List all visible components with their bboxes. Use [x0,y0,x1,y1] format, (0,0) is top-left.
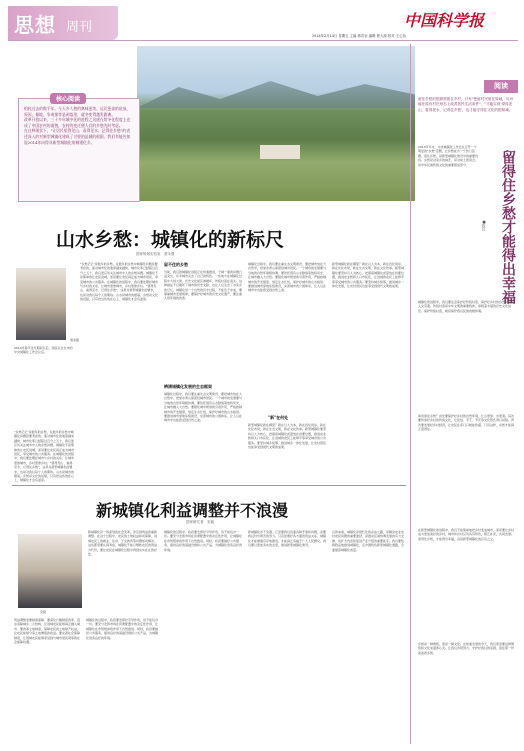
portrait-caption: 宋毅 [40,610,47,614]
section-subtitle: 周刊 [66,20,93,35]
article1-subhead: 留不住的乡愁 [164,262,188,267]
article1-column: 新型城镇化新在哪里？新在以人为本，新在四化同步，新在优化布局，新在生态文明，新在文化传承。新型城镇化要坚持以人为核心，把提高城镇化质量放在首要位置，推进农业转移人口市民化，让进城的农民工能够平等享受城市的公共服务。要坚持城乡统筹，推进城乡一体化发展，让农村居民也能享受到现代文明的成果。 [248,423,327,450]
dateline: 2014年2月14日 星期五 主编 蒋若岩 编辑 焦大源 校对 王心怡 [312,34,406,38]
author-portrait [16,268,66,340]
article1-headline: 山水乡愁：城镇化的新标尺 [56,229,285,251]
right-body: 在新型城镇化的进程中，我们不能简单地把乡村变成城市，而是要让乡村成为更加美好的乡村。城市和乡村应该各有特色，相互补充，共同发展。留得住乡愁，才能得出幸福，这是新型城镇化的应有之义。 [418,528,515,541]
article1-column: "乡愁记忆"是数年的乡愁，在数年的乡愁中城镇化问题是要考虑的，面对城市化的速度越来越快，城市化率已经超过百分之五十，我们更应该关注城市中人的乡愁问题。城镇化不是简单的让农民进城，而是要让农民真正成为城市居民，享受城市的公共服务。在城镇化的进程中，我们要处理好城市与乡村的关系，让城市更像城市，乡村更像乡村。"望得见山、看得见水、记得住乡愁"，这是对新型城镇化的要求，也是对我们每个人的期待。山水是城市的根基，乡愁是文化的延续，只有把这些放在心上，城镇化才会有温度。 [80,262,159,302]
newspaper-masthead: 中国科学报 [404,11,485,30]
author-portrait [18,534,82,608]
article1-byline: 国家规划实验室 蔡永强 [136,252,175,256]
article2-headline: 新城镇化利益调整并不浪漫 [96,501,289,520]
column-rule [410,44,411,744]
article2-column: 新城镇化并不浪漫，它需要我们直面各种矛盾和问题，需要我们付出艰苦的努力。只有处理好各方面的利益关系，城镇化才能健康有序地推进，才能真正造福于广大人民群众。我们要以更加务实的态度，推进新型城镇化建设。 [248,530,327,548]
article1-column: 新型城镇化新在哪里？新在以人为本，新在四化同步，新在优化布局，新在生态文明，新在文化传承。新型城镇化要坚持以人为核心，把提高城镇化质量放在首要位置，推进农业转移人口市民化，让进城的农民工能够平等享受城市的公共服务。要坚持城乡统筹，推进城乡一体化发展，让农村居民也能享受到现代文明的成果。 [332,262,405,289]
article2-column: 总的来看，城镇化是现代化的必由之路，是解决农业农村农民问题的重要途径，是推动区域协调发展的有力支撑，是扩大内需和促进产业升级的重要抓手。我们要积极稳妥地推进城镇化，走中国特色新型城镇化道路，全面提高城镇化质量。 [332,530,405,552]
portrait-caption: 蔡永强 [70,338,80,342]
article2-column: 新城镇化是一场深刻的社会变革，涉及到利益的重新调整。在这个过程中，农民的土地权益如何保障，进城农民工的就业、住房、子女教育等问题如何解决，这些都需要认真考虑。城镇化不能以牺牲农民的利益为代价，要让农民在城镇化过程中得到实实在在的好处。 [88,530,158,557]
article1-column: 城镇化过程中，我们要注重生态文明建设，要把城市放在大自然中，把绿水青山保留给城市居民。一个城市的发展要与当地的自然环境相协调，要依托现有山水脉络等独特风光，让城市融入大自然。要强化城市规划的引领作用，严格控制城市的开发强度，划定生态红线，保护好城市的山水格局。要推进城市绿地系统建设，完善城市的公园体系，让人们在城市中也能感受到自然之美。 [248,262,327,293]
article2-byline: 国家研究者 宋毅 [186,520,214,524]
header-rule [8,40,518,41]
article2-column: 城镇化的过程中，政府要发挥好引导作用，但不能包办一切。要充分发挥市场在资源配置中的决定性作用，让城镇化在市场规律的作用下自然推进。同时，政府要做好公共服务，提供良好的基础设施和公共产品，为城镇化创造良好的环境。 [86,618,159,640]
article1-subhead: "新"在何处 [268,415,289,420]
reading-tag: 阅读 [484,80,518,93]
core-reading-body [24,106,132,196]
right-author: ■钱汉 [482,220,486,231]
article1-column: 城镇化过程中，我们要注重生态文明建设，要把城市放在大自然中，把绿水青山保留给城市居民。一个城市的发展要与当地的自然环境相协调，要依托现有山水脉络等独特风光，让城市融入大自然。要强化城市规划的引领作用，严格控制城市的开发强度，划定生态红线，保护好城市的山水格局。要推进城市绿地系统建设，完善城市的公园体系，让人们在城市中也能感受到自然之美。 [164,392,243,423]
core-reading-paragraph: 改革开放以来，三十多年城中化的进程之迅速在给冬化程度上也成了中国农村的面貌，农村的变迁便人们的乡愁先时考虑。 [24,117,131,128]
core-reading-title: 核心阅读 [50,93,86,104]
article1-column: "乡愁记忆"是数年的乡愁，在数年的乡愁中城镇化问题是要考虑的，面对城市化的速度越来越快，城市化率已经超过百分之五十，我们更应该关注城市中人的乡愁问题。城镇化不是简单的让农民进城，而是要让农民真正成为城市居民，享受城市的公共服务。在城镇化的进程中，我们要处理好城市与乡村的关系，让城市更像城市，乡村更像乡村。"望得见山、看得见水、记得住乡愁"，这是对新型城镇化的要求，也是对我们每个人的期待。山水是城市的根基，乡愁是文化的延续，只有把这些放在心上，城镇化才会有温度。 [14,430,75,483]
core-reading-paragraph: 在这种现状下，"让居民望得见山、看得见水、记得住乡愁"的表述深入的对新型城镇化建筑了讨要的是城的根据，我们有能告知说2014年向得具新型城镇化的城建化乡。 [24,128,131,145]
right-intro: 留住乡愁的根源需留住乡村，只有"把留村民留在原地，尽可能在原有村庄形态上改善居民生活条件"，"才能实现'望得见山，看得见水，记得住乡愁'，也才能守得住文化的根和魂。 [418,97,514,112]
article1-column: 当前，我们的城镇化进程正在快速推进，千城一面的问题日益突出，许多城市失去了自己的特色。一些地方在城镇化过程中大拆大建，历史文化街区被破坏，传统村落在消失。这种做法不仅破坏了城市的历史文脉，也让人们失去了对家乡的记忆。城镇化是一个自然的历史过程，不能急于求成，要尊重城市发展规律，要保护好城市的历史文化遗产，要注重人居环境的改善。 [164,270,243,301]
article2-column: 城镇化的过程中，政府要发挥好引导作用，但不能包办一切。要充分发挥市场在资源配置中的决定性作用，让城镇化在市场规律的作用下自然推进。同时，政府要做好公共服务，提供良好的基础设施和公共产品，为城镇化创造良好的环境。 [164,530,243,552]
core-reading-paragraph: 相较过去的数千年，今天乡人愁的离味更浓。远比更高的说放，原因，据地，争或推等是剥落里，就冬变得越发跟离。 [24,106,131,117]
article2-column: 利益调整需要制度保障。要深化户籍制度改革，逐步消除城乡二元结构，让进城农民能够真正融入城市。要改革土地制度，保障农民的土地财产权益，让农民能够分享土地增值的收益。要完善社会保障制度，让进城农民能够享受到与城市居民同等的社会保障待遇。 [14,618,81,645]
article1-caption-note: 2014年春节过年期间以后，国家总在位市的中央城镇化工作会议后。 [14,346,73,355]
right-body: 城镇化的进程中，我们要注意保护好传统村落，保护好乡村的自然风貌和人文景观。传统村落是中华文明的重要载体，承载着丰富的历史文化信息。保护传统村落，就是保护我们民族的根和魂。 [418,300,515,313]
section-title: 思想 [14,13,56,37]
right-body: 如何留住乡愁？首先要保护好乡村的自然环境，让山更绿、水更清。其次要传承好乡村的传统文化，让民俗、手艺、节庆等文化形式得以延续。再次要发展好乡村经济，让农民在家门口就能致富。只有这样，乡愁才能真正留得住。 [418,414,515,432]
landscape-photo [137,46,415,201]
photo-village-houses [260,145,300,159]
article1-subhead: 辨清城镇化发展的生态框架 [164,384,212,389]
right-body: 乡愁是一种情感，更是一种文化。在快速发展的今天，我们更需要这种情感和文化来滋养心灵。让我们共同努力，守护好我们的家园，留住那一份浓浓的乡愁。 [418,642,515,655]
right-body: 2013年年末，中央城镇化工作会议召开一个明显的"乡愁"话题，让乡愁成为一个热门话题。留住乡愁，是新型城镇化建设中的重要内容。乡愁是对家乡的眷恋，是对故土的思念，是中华民族传统文化的重要组成部分。 [418,145,479,167]
article-divider [12,485,406,486]
right-headline: 留得住乡愁才能得出幸福 [500,150,516,304]
